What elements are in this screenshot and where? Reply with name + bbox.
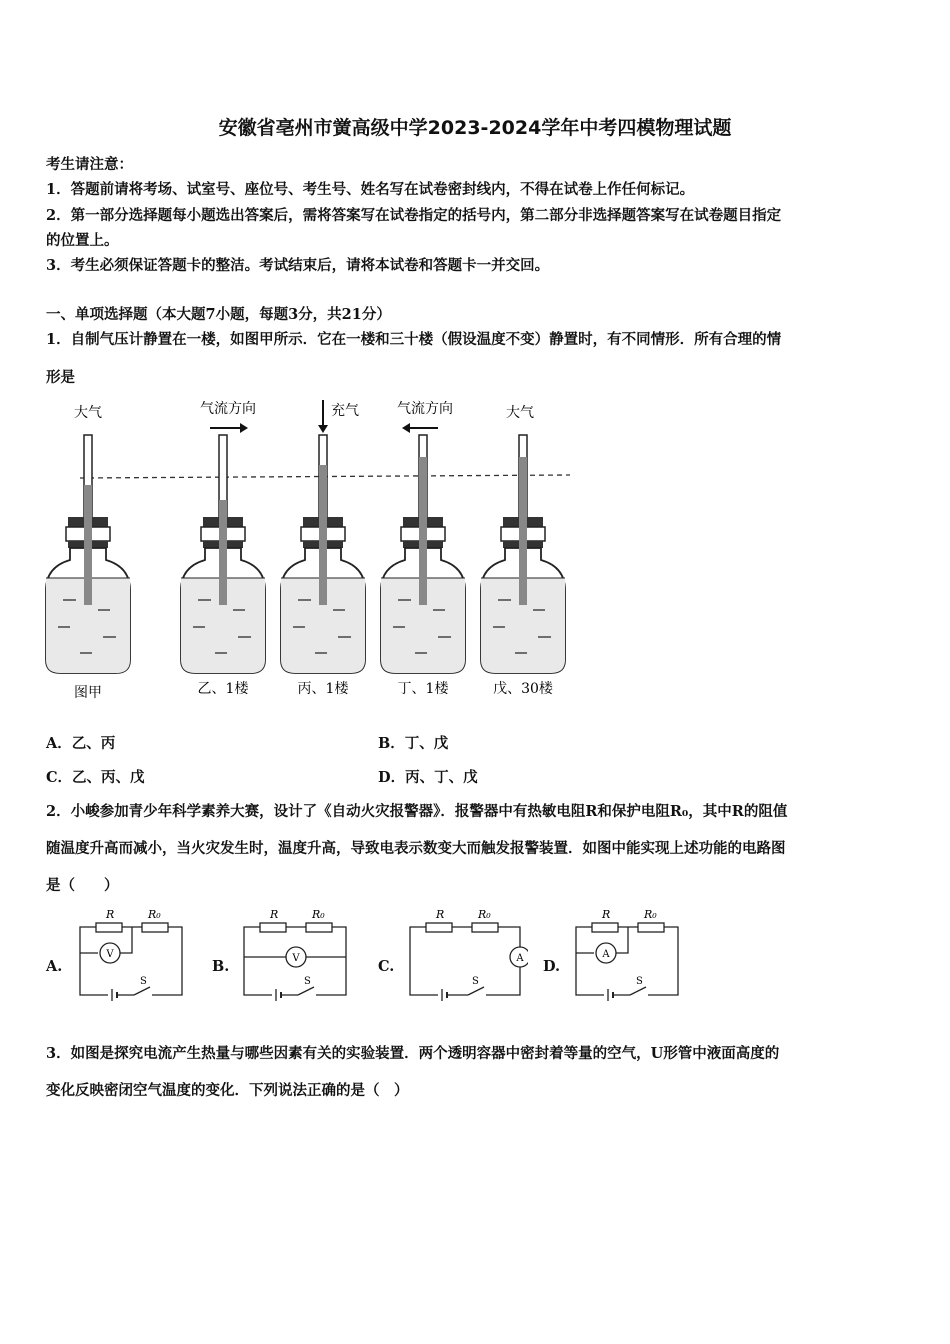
- label-r0: R₀: [478, 908, 491, 921]
- ammeter-label: A: [602, 949, 610, 960]
- label-r: R: [436, 908, 445, 921]
- q1-text-1: 1．自制气压计静置在一楼，如图甲所示．它在一楼和三十楼（假设温度不变）静置时，有不同情形．所有合理的情: [46, 331, 782, 348]
- bottom-label-3: 丙、1楼: [297, 681, 349, 697]
- bottom-label-5: 戊、30楼: [493, 681, 553, 697]
- top-label-4: 气流方向: [397, 401, 453, 417]
- top-label-5: 大气: [506, 405, 534, 421]
- q1-option-d[interactable]: D．丙、丁、戊: [378, 769, 478, 786]
- bottom-label-4: 丁、1楼: [397, 681, 449, 697]
- label-r: R: [106, 908, 115, 921]
- arrow-left-icon: [402, 423, 438, 433]
- resistor-r0: [472, 923, 498, 932]
- section-heading: 一、单项选择题（本大题7小题，每题3分，共21分）: [46, 306, 391, 323]
- q2-option-b[interactable]: B.: [212, 958, 230, 975]
- resistor-r0: [306, 923, 332, 932]
- liquid-column-jia: [84, 485, 92, 605]
- top-label-1: 大气: [74, 405, 102, 421]
- resistor-r: [260, 923, 286, 932]
- q3-text-2: 变化反映密闭空气温度的变化．下列说法正确的是（ ）: [46, 1082, 409, 1099]
- page-title: 安徽省亳州市黉高级中学2023-2024学年中考四模物理试题: [218, 117, 732, 139]
- switch-icon: [468, 987, 484, 995]
- bottom-label-2: 乙、1楼: [197, 681, 249, 697]
- circuit-c[interactable]: [406, 905, 528, 1005]
- q2-text-3: 是（ ）: [46, 877, 119, 894]
- arrow-right-icon: [210, 423, 248, 433]
- liquid-column-wu: [519, 457, 527, 605]
- label-r: R: [270, 908, 279, 921]
- notice-item-2: 2．第一部分选择题每小题选出答案后，需将答案写在试卷指定的括号内，第二部分非选择题答案写在试卷题目指定: [46, 207, 782, 224]
- q2-text-1: 2．小峻参加青少年科学素养大赛，设计了《自动火灾报警器》．报警器中有热敏电阻R和保护电阻R₀，其中R的阻值: [46, 803, 788, 820]
- label-r0: R₀: [148, 908, 161, 921]
- label-r: R: [602, 908, 611, 921]
- barometer-figure: [40, 395, 580, 705]
- top-label-2: 气流方向: [200, 401, 256, 417]
- q1-text-2: 形是: [46, 369, 75, 386]
- resistor-r: [426, 923, 452, 932]
- switch-icon: [134, 987, 150, 995]
- circuit-a[interactable]: [76, 905, 188, 1005]
- label-s: S: [304, 976, 311, 987]
- q1-option-c[interactable]: C．乙、丙、戊: [46, 769, 145, 786]
- q1-option-a[interactable]: A．乙、丙: [46, 735, 116, 752]
- circuit-b[interactable]: [240, 905, 352, 1005]
- arrow-down-icon: [318, 400, 328, 433]
- label-s: S: [472, 976, 479, 987]
- q1-option-b[interactable]: B．丁、戊: [378, 735, 449, 752]
- notice-item-2-cont: 的位置上。: [46, 232, 119, 249]
- resistor-r0: [638, 923, 664, 932]
- label-r0: R₀: [644, 908, 657, 921]
- resistor-r0: [142, 923, 168, 932]
- resistor-r: [96, 923, 122, 932]
- switch-icon: [630, 987, 646, 995]
- q2-text-2: 随温度升高而减小，当火灾发生时，温度升高，导致电表示数变大而触发报警装置．如图中能实现上述功能的电路图: [46, 840, 786, 857]
- ammeter-label: A: [516, 953, 524, 964]
- q2-option-a[interactable]: A.: [46, 958, 63, 975]
- notice-heading: 考生请注意：: [46, 156, 133, 173]
- liquid-column-yi: [219, 500, 227, 605]
- q2-option-c[interactable]: C.: [378, 958, 395, 975]
- voltmeter-label: V: [292, 953, 300, 964]
- q2-option-d[interactable]: D.: [543, 958, 561, 975]
- liquid-column-bing: [319, 465, 327, 605]
- notice-item-3: 3．考生必须保证答题卡的整洁。考试结束后，请将本试卷和答题卡一并交回。: [46, 257, 550, 274]
- notice-item-1: 1．答题前请将考场、试室号、座位号、考生号、姓名写在试卷密封线内，不得在试卷上作任何标记。: [46, 181, 695, 198]
- label-r0: R₀: [312, 908, 325, 921]
- q3-text-1: 3．如图是探究电流产生热量与哪些因素有关的实验装置．两个透明容器中密封着等量的空气，U形管中液面高度的: [46, 1045, 780, 1062]
- voltmeter-label: V: [106, 949, 114, 960]
- resistor-r: [592, 923, 618, 932]
- bottom-label-1: 图甲: [74, 685, 102, 701]
- circuit-d[interactable]: [572, 905, 684, 1005]
- label-s: S: [140, 976, 147, 987]
- label-s: S: [636, 976, 643, 987]
- top-label-3: 充气: [331, 403, 359, 419]
- switch-icon: [298, 987, 314, 995]
- liquid-column-ding: [419, 457, 427, 605]
